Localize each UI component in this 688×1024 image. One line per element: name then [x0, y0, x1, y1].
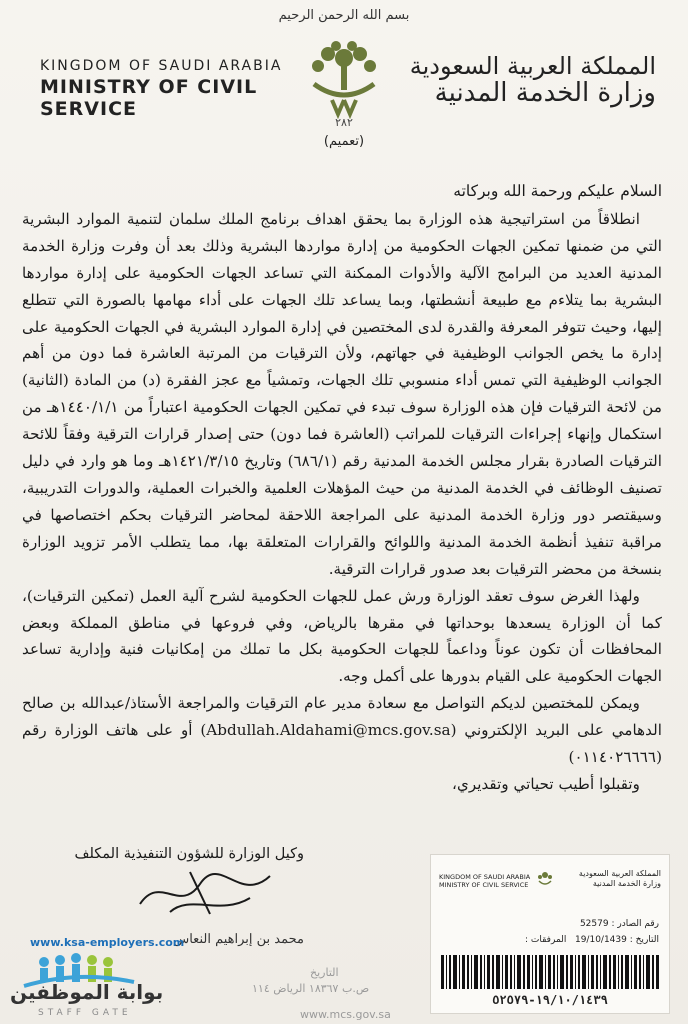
issue-number: 52579	[579, 919, 609, 929]
stamp-english-header	[439, 873, 530, 889]
signatory-name: محمد بن إبراهيم النعاس	[173, 932, 304, 947]
circular-number: ٢٨٢	[335, 116, 353, 129]
ministry-emblem-icon	[296, 36, 392, 128]
stamp-english-ministry: MINISTRY OF CIVIL SERVICE	[439, 881, 529, 889]
stamp-arabic-header	[579, 869, 661, 889]
watermark-url[interactable]: www.ksa-employers.com	[30, 936, 185, 949]
watermark-english-title: STAFF GATE	[38, 1008, 132, 1018]
outgoing-stamp	[430, 854, 670, 1014]
stamp-emblem-icon	[535, 869, 555, 889]
english-country-name: KINGDOM OF SAUDI ARABIA	[40, 58, 283, 74]
footer-date-label: التاريخ	[310, 966, 339, 979]
document-type: (تعميم)	[323, 134, 365, 149]
paragraph-1: انطلاقاً من استراتيجية هذه الوزارة بما يحقق اهداف برنامج الملك سلمان لتنمية الموارد البشرية التي من ضمنها تمكين الجهات الحكومية من إدارة مواردها البشرية وذلك بعد أن وفرت وزارة الخدمة المدنية العديد من البرامج الآلية والأدوات الممكنة التي تساعد الجهات الحكومية على إدارة مواردها البشرية بما يتلاءم مع طبيعة أنشطتها، وبما يساعد تلك الجهات على أداء مهامها بالصورة التي تتطلع إليها، وحيث تتوفر المعرفة والقدرة لدى المختصين في إدارة الموارد البشرية في الجهات الحكومية على إدارة ما يخص الجوانب الوظيفية في جهاتهم، ولأن الترقيات من المرتبة العاشرة فما دون من أهم الجوانب الوظيفية التي تمس أداء منسوبي تلك الجهات، وتمشياً مع عجز الفقرة (د) من المادة (الثانية) من لائحة الترقيات فإن هذه الوزارة سوف تبدء في تمكين الجهات الحكومية اعتباراً من ١٤٤٠/١/١هـ من استكمال وإنهاء إجراءات الترقيات للمراتب (العاشرة فما دون) حتى إصدار قرارات الترقية وفقاً للائحة الترقيات الصادرة بقرار مجلس الخدمة المدنية رقم (٦٨٦/١) وتاريخ ١٤٢١/٣/١٥هـ وما هو وارد في دليل تصنيف الوظائف في الخدمة المدنية من حيث المؤهلات العلمية والخبرات العملية، والدورات التدريبية، وسيقتصر دور وزارة الخدمة المدنية على المراجعة اللاحقة لمحاضر الترقيات بحكم اختصاصها في مراقبة تنفيذ أنظمة الخدمة المدنية واللوائح والقرارات المتعلقة بها، مما يتطلب الأمر تزويد الوزارة بنسخة من محضر الترقيات بعد صدور قرارات الترقية.	[22, 209, 662, 578]
contact-email[interactable]: Abdullah.Aldahami@mcs.gov.sa	[206, 721, 451, 740]
attachments-label: المرفقات	[530, 935, 567, 945]
stamp-issue-row: رقم الصادر : 52579	[579, 919, 659, 929]
staff-gate-watermark	[0, 928, 300, 1024]
stamp-arabic-country: المملكة العربية السعودية	[578, 869, 661, 878]
paragraph-2: ولهذا الغرض سوف تعقد الوزارة ورش عمل للجهات الحكومية لشرح آلية العمل (تمكين الترقيات)، كما أن الوزارة يسعدها بوحداتها في مقرها بالرياض، وفي فروعها في مناطق المملكة وبعض المحافظات أن تكون عوناً وداعماً للجهات الحكومية بكل ما تملك من إمكانيات فنية وإدارية تساعد الجهات الحكومية على القيام بدورها على أكمل وجه.	[22, 586, 662, 686]
watermark-arabic-title: بوابة الموظفين	[10, 980, 164, 1004]
stamp-date-row: التاريخ : 19/10/1439 المرفقات :	[525, 935, 659, 945]
footer-website[interactable]: www.mcs.gov.sa	[300, 1008, 391, 1021]
barcode	[441, 955, 659, 989]
letter-body	[22, 178, 662, 798]
stamp-english-country: KINGDOM OF SAUDI ARABIA	[439, 873, 531, 881]
arabic-letterhead	[386, 52, 656, 108]
date-label: التاريخ	[635, 935, 659, 945]
basmala: بسم الله الرحمن الرحيم	[278, 8, 410, 23]
arabic-country-name: المملكة العربية السعودية	[409, 52, 656, 80]
english-ministry-name: MINISTRY OF CIVIL SERVICE	[40, 76, 258, 120]
footer-address: ص.ب ١٨٣٦٧ الرياض ١١٤	[252, 982, 370, 995]
contact-text-start: ويمكن للمختصين لديكم التواصل مع سعادة مدير عام الترقيات والمراجعة الأستاذ/عبدالله بن صالح الدهامي على البريد الإلكتروني (	[22, 694, 662, 740]
stamp-arabic-ministry: وزارة الخدمة المدنية	[592, 879, 661, 888]
issue-label: رقم الصادر	[617, 919, 659, 929]
signatory-title: وكيل الوزارة للشؤون التنفيذية المكلف	[74, 846, 304, 862]
paragraph-3	[22, 690, 662, 771]
arabic-ministry-name: وزارة الخدمة المدنية	[434, 78, 656, 108]
closing: وتقبلوا أطيب تحياتي وتقديري،	[452, 774, 640, 793]
barcode-text: ١٩/١٠/١٤٣٩-٥٢٥٧٩	[492, 993, 608, 1007]
greeting: السلام عليكم ورحمة الله وبركاته	[453, 182, 662, 200]
contact-text-end: ) أو على هاتف الوزارة رقم (٠١١٤٠٢٦٦٦٦)	[22, 721, 662, 767]
english-letterhead	[40, 58, 290, 120]
handwritten-signature	[130, 864, 280, 924]
date-value: 19/10/1439	[574, 935, 627, 945]
